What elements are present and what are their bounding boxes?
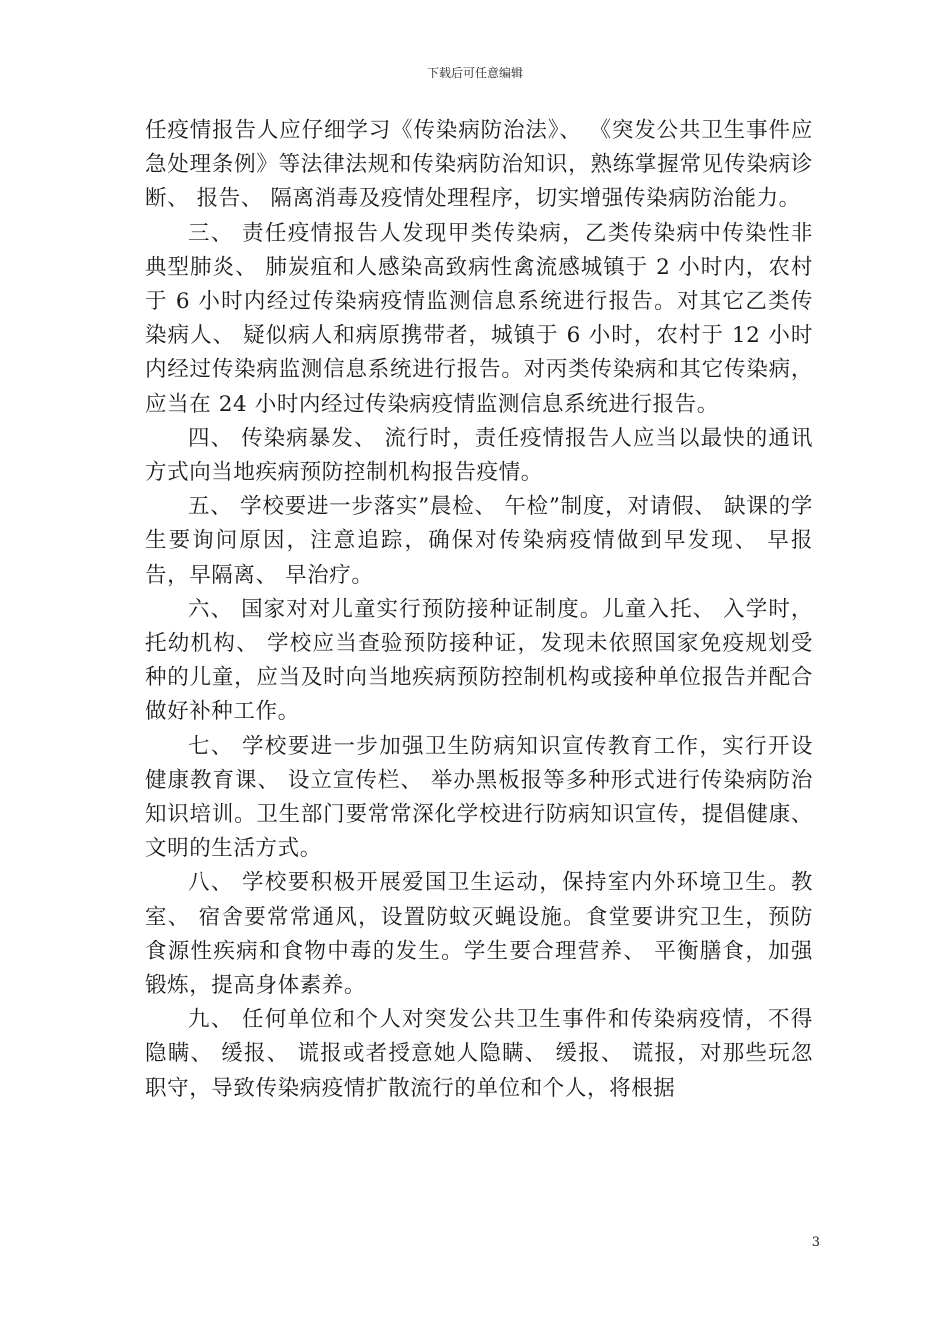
paragraph-item-3: 三、 责任疫情报告人发现甲类传染病，乙类传染病中传染性非典型肺炎、 肺炭疽和人感染高致病性禽流感城镇于 2 小时内，农村于 6 小时内经过传染病疫情监测信息系统进行报告。对其它乙类传染病人、 疑似病人和病原携带者，城镇于 6 小时，农村于 12 小时内经过传染病监测信息系统进行报告。对丙类传染病和其它传染病，应当在 24 小时内经过传染病疫情监测信息系统进行报告。: [145, 220, 813, 417]
paragraph-continued: 任疫情报告人应仔细学习《传染病防治法》、 《突发公共卫生事件应急处理条例》等法律法规和传染病防治知识，熟练掌握常见传染病诊断、 报告、 隔离消毒及疫情处理程序，切实增强传染病防治能力。: [145, 118, 813, 212]
paragraph-item-7: 七、 学校要进一步加强卫生防病知识宣传教育工作，实行开设健康教育课、 设立宣传栏、 举办黑板报等多种形式进行传染病防治知识培训。卫生部门要常常深化学校进行防病知识宣传，提倡健康、 文明的生活方式。: [145, 733, 813, 862]
paragraph-item-9: 九、 任何单位和个人对突发公共卫生事件和传染病疫情，不得隐瞒、 缓报、 谎报或者授意她人隐瞒、 缓报、 谎报，对那些玩忽职守，导致传染病疫情扩散流行的单位和个人，将根据: [145, 1007, 813, 1101]
paragraph-item-6: 六、 国家对对儿童实行预防接种证制度。儿童入托、 入学时，托幼机构、 学校应当查验预防接种证，发现未依照国家免疫规划受种的儿童，应当及时向当地疾病预防控制机构或接种单位报告并配合做好补种工作。: [145, 596, 813, 725]
page-header: 下载后可任意编辑: [426, 66, 523, 80]
paragraph-item-4: 四、 传染病暴发、 流行时，责任疫情报告人应当以最快的通讯方式向当地疾病预防控制机构报告疫情。: [145, 425, 813, 486]
paragraph-item-8: 八、 学校要积极开展爱国卫生运动，保持室内外环境卫生。教室、 宿舍要常常通风，设置防蚊灭蝇设施。食堂要讲究卫生，预防食源性疾病和食物中毒的发生。学生要合理营养、 平衡膳食，加强锻炼，提高身体素养。: [145, 870, 813, 999]
page-number: 3: [811, 1235, 820, 1250]
document-body: [145, 114, 813, 1106]
paragraph-item-5: 五、 学校要进一步落实”晨检、 午检”制度，对请假、 缺课的学生要询问原因，注意追踪，确保对传染病疫情做到早发现、 早报告，早隔离、 早治疗。: [145, 494, 813, 588]
